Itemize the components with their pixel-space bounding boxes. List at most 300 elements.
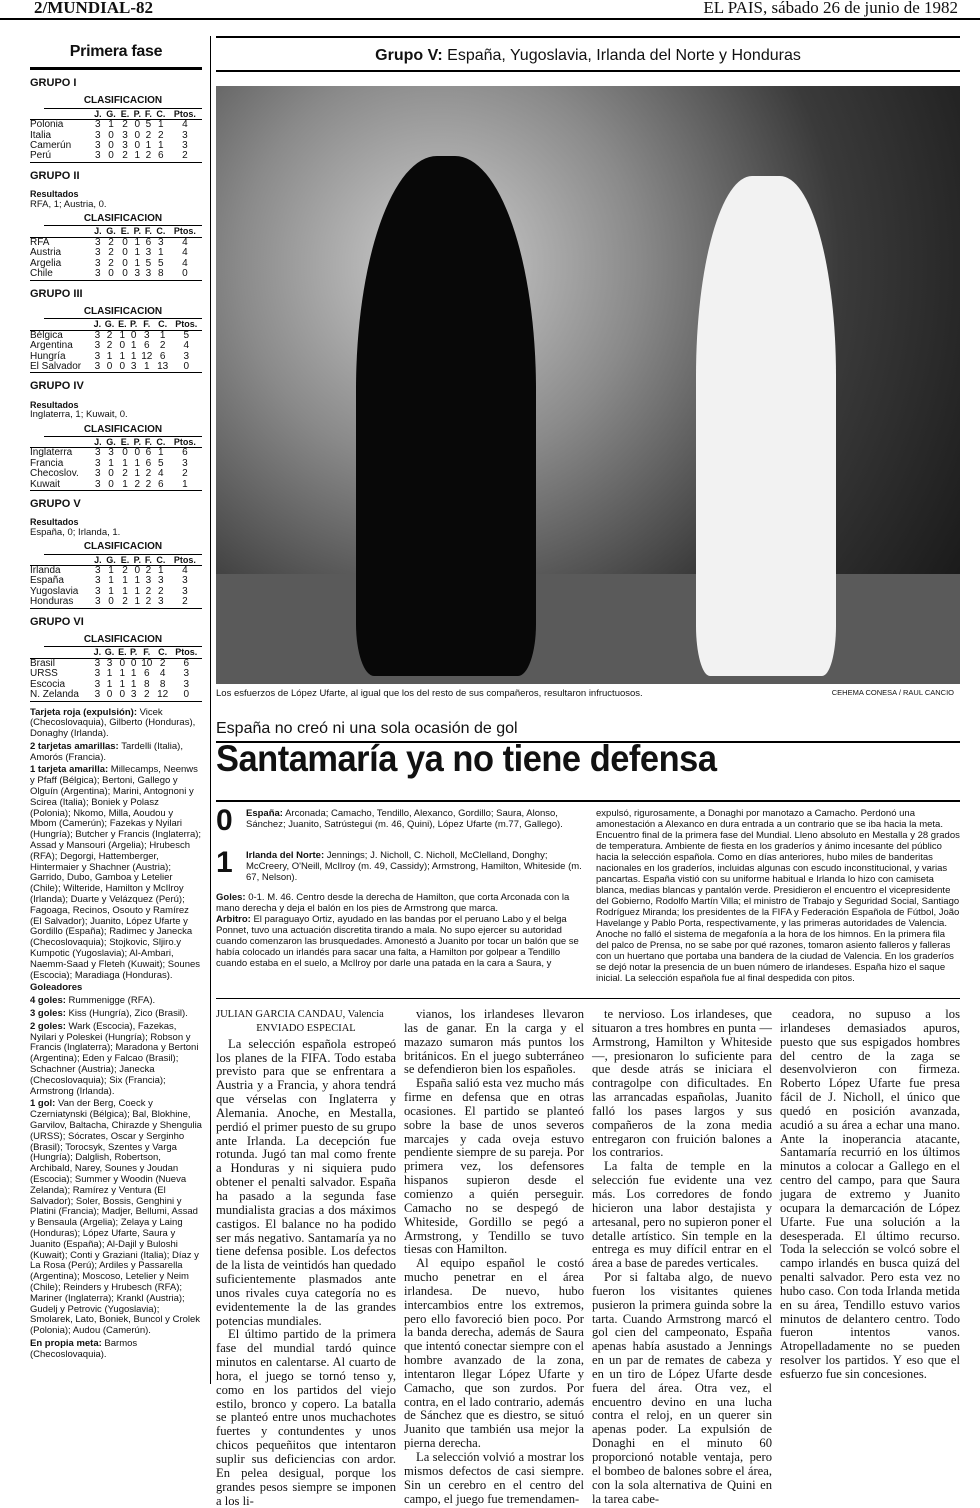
standings-header-row [30, 319, 202, 330]
stat-cell: 0 [134, 565, 141, 577]
column-header: J. [92, 226, 104, 237]
standings-header-row [30, 647, 202, 658]
team-name: Chile [30, 269, 92, 280]
stat-cell: 1 [106, 668, 113, 680]
stat-cell: 3 [95, 565, 101, 577]
column-header: Ptos. [171, 647, 202, 658]
group-result: Inglaterra, 1; Kuwait, 0. [30, 409, 128, 421]
stat-cell: 0 [108, 468, 114, 480]
stat-cell: 0 [134, 119, 141, 131]
stat-cell: 4 [158, 468, 164, 480]
team-name: Inglaterra [30, 447, 73, 459]
team-name: Irlanda [30, 565, 61, 577]
classification-label: CLASIFICACION [44, 635, 202, 647]
table-row [30, 690, 202, 701]
stat-cell: 3 [95, 257, 101, 269]
stat-cell: 0 [118, 269, 131, 280]
stat-cell: 1 [122, 585, 128, 597]
stat-cell: 0 [122, 236, 128, 248]
standings-table [30, 437, 202, 491]
body-paragraph: Por si faltaba algo, de nuevo fueron los visitantes quienes pusieron la primera guinda sobre la tarta. Cuando Armstrong marcó el gol cien del campeonato, España apenas había asustado a Jennings en un par de remates de cabeza y en un tiro de López Ufarte desde fuera del área. Otra vez, el encuentro devino en una lucha contra el reloj, en un querer sin apenas poder. La expulsión de Donaghi en el minuto 60 proporcionó notable ventaja, pero el bombeo de balones sobre el área, con la sola alternativa de Quini en la tarea cabe- [592, 1270, 772, 1506]
column-header: J. [93, 319, 102, 330]
stat-cell: 2 [168, 151, 202, 162]
column-header: G. [104, 555, 119, 566]
stat-cell: 3 [95, 457, 101, 469]
body-column-4 [780, 1008, 960, 1423]
body-paragraph: El último partido de la primera fase del mundial tardó quince minutos en calentarse. Al cuarto de hora, el juego se tornó tenso y, como en los partidos del viejo estilo, bronco y copero. La batalla se planteó entre unos muchachotes fuertes y contundentes y unos chicos pequeñitos que intentaron suplir sus deficiencias con ardor. En pelea desigual, porque los grandes pesos siempre se imponen a los li- [216, 1327, 396, 1508]
stat-cell: 3 [144, 329, 150, 341]
stat-cell: 6 [154, 480, 168, 491]
stat-cell: 2 [145, 585, 152, 597]
table-row [30, 269, 202, 280]
note-item [30, 1022, 202, 1098]
stat-cell: 1 [134, 585, 141, 597]
team-name: Brasil [30, 657, 56, 669]
note-item [30, 996, 202, 1007]
group-block [30, 617, 202, 702]
header-blank [30, 555, 92, 566]
stat-cell: 1 [158, 140, 164, 152]
stat-cell: 2 [108, 257, 114, 269]
column-header: Ptos. [168, 555, 202, 566]
stat-cell: 12 [155, 690, 171, 701]
body-paragraph: te nervioso. Los irlandeses, que situaron a tres hombres en punta —Armstrong, Hamilton y Whiteside—, presionaron lo suficiente para que desde atrás se iniciara el contragolpe con dificultades. En las arrancadas españolas, Juanito falló los pases largos y sus compañeros de la zona media entregaron con fruición balones a los contrarios. [592, 1007, 772, 1160]
team-lineup: Arconada; Camacho, Tendillo, Alexanco, Gordillo; Saura, Alonso, Sánchez; Juanito, Satrústegui (m. 46, Quini), López Ufarte (m.77, Gallego). [246, 808, 563, 830]
column-header: Ptos. [168, 109, 202, 120]
stat-cell: 2 [122, 565, 128, 577]
stat-cell: 3 [95, 247, 101, 259]
column-header: F. [144, 554, 152, 565]
stat-cell: 3 [94, 678, 101, 690]
table-row [30, 259, 202, 269]
stat-cell: 0 [119, 340, 126, 352]
stat-cell: 6 [145, 447, 152, 459]
stat-cell: 3 [92, 690, 103, 701]
column-header: C. [154, 437, 168, 448]
stat-cell: 4 [183, 340, 190, 352]
score-ireland: 1 [216, 846, 233, 879]
group-block [30, 78, 202, 163]
classification-label: CLASIFICACION [44, 214, 202, 226]
stat-cell: 2 [108, 236, 114, 248]
stat-cell: 2 [118, 151, 131, 162]
team-name: Camerún [30, 140, 72, 152]
stat-cell: 3 [183, 668, 190, 680]
stat-cell: 2 [145, 565, 152, 577]
body-paragraph: ceadora, no supuso a los irlandeses demasiados apuros, puesto que sus espigados hombres del centro de la zaga se desenvolvieron con firmeza. Roberto López Ufarte fue presa fácil de J. Nicholl, el único que quedó en posición avanzada, acudió a su área a echar una mano. Ante la inoperancia atacante, Santamaría recurrió en los últimos minutos a colocar a Gallego en el centro del campo, para que Saura jugara de extremo y Juanito ocupara la demarcación de López Ufarte. Fue una solución a la desesperada. El último recurso. Toda la selección se volcó sobre el campo irlandés en busca quizá del penalti salvador. Pero esta vez no hubo caso. Con toda Irlanda metida en su área, Tendillo estuvo varios minutos de delantero centro. Todo fueron intentos vanos. Atropelladamente no se pueden resolver los partidos. Y eso que el esfuerzo fue sin concesiones. [780, 1007, 960, 1381]
stat-cell: 1 [108, 565, 114, 577]
stat-cell: 1 [134, 257, 141, 269]
stat-cell: 3 [145, 575, 152, 587]
stat-cell: 1 [108, 119, 114, 131]
team-name: Argelia [30, 257, 62, 269]
stat-cell: 3 [183, 678, 190, 690]
table-row [30, 141, 202, 151]
stat-cell: 2 [106, 340, 113, 352]
stat-cell: 3 [92, 597, 104, 608]
stat-cell: 3 [182, 140, 188, 152]
stat-cell: 1 [130, 350, 137, 362]
team-name: Polonia [30, 119, 64, 131]
stat-cell: 2 [143, 480, 154, 491]
stat-cell: 1 [119, 329, 126, 341]
team-label: Irlanda del Norte: [246, 850, 325, 861]
column-header: P. [132, 109, 143, 120]
stat-cell: 1 [134, 468, 141, 480]
standings-header-row [30, 109, 202, 120]
standings-sidebar [30, 35, 202, 1385]
column-header: C. [154, 226, 168, 237]
table-row [30, 151, 202, 162]
team-name: URSS [30, 668, 58, 680]
stat-cell: 5 [158, 457, 164, 469]
stat-cell: 3 [183, 350, 190, 362]
column-header: E. [118, 319, 127, 330]
stat-cell: 0 [130, 329, 137, 341]
classification-label: CLASIFICACION [44, 307, 202, 319]
column-header: F. [144, 226, 152, 237]
photo-player-light [696, 176, 836, 676]
stat-cell: 4 [182, 247, 188, 259]
stat-cell: 0 [122, 257, 128, 269]
group-name: GRUPO VI [30, 615, 84, 628]
score-spain: 0 [216, 804, 233, 837]
table-row [30, 362, 202, 373]
column-header: E. [118, 226, 131, 237]
note-text: Barmos (Checoslovaquia). [30, 1337, 138, 1360]
stat-cell: 3 [94, 350, 101, 362]
column-header: C. [155, 647, 171, 658]
standings-table [30, 647, 202, 701]
stat-cell: 3 [92, 362, 103, 373]
stat-cell: 3 [95, 585, 101, 597]
note-item [30, 1099, 202, 1337]
note-item [30, 742, 202, 764]
byline-role: ENVIADO ESPECIAL [256, 1022, 356, 1034]
stat-cell: 2 [168, 597, 202, 608]
table-row [30, 480, 202, 491]
stat-cell: 2 [159, 657, 166, 669]
stat-cell: 3 [95, 236, 101, 248]
note-heading: Tarjeta roja (expulsión): [30, 706, 137, 718]
stat-cell: 0 [104, 597, 119, 608]
column-header: J. [92, 437, 104, 448]
team-name: España [30, 575, 64, 587]
column-header: P. [132, 437, 143, 448]
header-blank [30, 647, 92, 658]
stat-cell: 4 [182, 236, 188, 248]
stat-cell: 3 [122, 140, 128, 152]
stat-cell: 1 [106, 678, 113, 690]
stat-cell: 3 [182, 457, 188, 469]
classification-label: CLASIFICACION [44, 542, 202, 554]
stat-cell: 6 [145, 236, 152, 248]
stat-cell: 2 [122, 468, 128, 480]
stat-cell: 8 [159, 678, 166, 690]
stat-cell: 3 [182, 575, 188, 587]
column-header: C. [155, 319, 171, 330]
stat-cell: 2 [182, 468, 188, 480]
note-text: Rummenigge (RFA). [65, 995, 156, 1007]
stat-cell: 6 [159, 350, 166, 362]
group-teams: España, Yugoslavia, Irlanda del Norte y Honduras [442, 47, 801, 64]
stat-cell: 3 [143, 269, 154, 280]
stat-cell: 0 [171, 690, 202, 701]
group-block [30, 381, 202, 491]
note-item [30, 708, 202, 740]
stat-cell: 1 [158, 119, 164, 131]
table-row [30, 120, 202, 131]
stat-cell: 0 [104, 151, 119, 162]
results-label: Resultados [30, 189, 79, 200]
stat-cell: 1 [106, 350, 113, 362]
goals-label: Goles: [216, 892, 246, 903]
body-paragraph: España salió esta vez mucho más firme en defensa que en otras ocasiones. El partido se planteó sobre la base de unos severos marcajes y cada oveja estuvo pendiente siempre de su pareja. Por primera vez, los defensores hispanos supieron desde el comienzo a quién perseguir. Camacho no se despegó de Whiteside, Gordillo se pegó a Armstrong, y Tendillo se tuvo tiesas con Hamilton. [404, 1076, 584, 1257]
stat-cell: 3 [94, 340, 101, 352]
stat-cell: 12 [141, 350, 153, 362]
stat-cell: 0 [168, 269, 202, 280]
stat-cell: 3 [132, 269, 143, 280]
stat-cell: 2 [122, 119, 128, 131]
byline: JULIAN GARCIA CANDAU, Valencia [216, 1009, 384, 1020]
stat-cell: 0 [103, 362, 117, 373]
stat-cell: 2 [143, 597, 154, 608]
referee-line [216, 914, 586, 969]
stat-cell: 3 [94, 329, 101, 341]
stat-cell: 0 [104, 269, 119, 280]
note-item [30, 765, 202, 981]
body-column-3 [592, 1007, 772, 1506]
group-name: GRUPO I [30, 77, 77, 89]
team-name: N. Zelanda [30, 690, 92, 701]
stat-cell: 3 [92, 480, 104, 491]
stat-cell: 4 [182, 565, 188, 577]
stat-cell: 1 [118, 480, 131, 491]
photo-credit: CEHEMA CONESA / RAUL CANCIO [831, 688, 954, 697]
column-header: J. [92, 555, 104, 566]
group-block [30, 289, 202, 374]
stat-cell: 6 [183, 657, 190, 669]
stat-cell: 3 [95, 575, 101, 587]
note-heading: En propia meta: [30, 1337, 102, 1349]
column-header: Ptos. [168, 226, 202, 237]
stat-cell: 1 [139, 362, 155, 373]
stat-cell: 2 [145, 468, 152, 480]
stat-cell: 1 [108, 575, 114, 587]
column-header: F. [144, 436, 152, 447]
column-header: G. [104, 437, 119, 448]
stat-cell: 2 [145, 129, 152, 141]
group-block [30, 171, 202, 281]
stat-cell: 1 [132, 597, 143, 608]
column-header: J. [93, 647, 102, 658]
group-name: GRUPO III [30, 287, 83, 300]
team-name: Hungría [30, 350, 66, 362]
body-paragraph: vianos, los irlandeses llevaron las de ganar. En la carga y el mazazo sumaron más puntos los británicos. En el juego subterráneo se defendieron bien los españoles. [404, 1007, 584, 1077]
stat-cell: 3 [94, 668, 101, 680]
stat-cell: 0 [134, 140, 141, 152]
stat-cell: 2 [143, 151, 154, 162]
stat-cell: 1 [134, 457, 141, 469]
stat-cell: 2 [108, 247, 114, 259]
team-name: Honduras [30, 597, 92, 608]
stat-cell: 0 [171, 362, 202, 373]
classification-label: CLASIFICACION [44, 425, 202, 437]
stat-cell: 0 [134, 447, 141, 459]
stat-cell: 2 [132, 480, 143, 491]
standings-table [30, 226, 202, 280]
body-paragraph: Al equipo español le costó mucho penetrar en el área irlandesa. De nuevo, hubo intercambios entre los extremos, pero ello favoreció bien poco. Por la banda derecha, además de Saura que intentó conectar siempre con el hombre avanzado de la zona, intentaron llegar López Ufarte y Camacho, que son zurdos. Por contra, en el lado contrario, además de Sánchez que es diestro, se situó Juanito que también usa mejor la pierna derecha. [404, 1256, 584, 1451]
stat-cell: 1 [130, 668, 137, 680]
group-name: GRUPO II [30, 169, 80, 182]
group-result: RFA, 1; Austria, 0. [30, 198, 107, 210]
stat-cell: 1 [119, 350, 126, 362]
stat-cell: 6 [144, 668, 150, 680]
table-row [30, 597, 202, 608]
team-name: El Salvador [30, 362, 92, 373]
stat-cell: 3 [95, 447, 101, 459]
stat-cell: 1 [134, 236, 141, 248]
stat-cell: 1 [158, 565, 164, 577]
header-blank [30, 319, 92, 330]
sidebar-notes [30, 708, 202, 1361]
note-text: Vicek (Checoslovaquia), Gilberto (Honduras), Donaghy (Irlanda). [30, 706, 196, 740]
stat-cell: 2 [118, 597, 131, 608]
stat-cell: 13 [155, 362, 171, 373]
column-header: G. [104, 109, 119, 120]
stat-cell: 0 [108, 129, 114, 141]
match-sheet-left [216, 804, 586, 969]
stat-cell: 1 [122, 575, 128, 587]
stat-cell: 1 [119, 678, 126, 690]
stat-cell: 1 [158, 247, 164, 259]
body-column-2 [404, 1007, 584, 1506]
stat-cell: 3 [158, 575, 164, 587]
stat-cell: 6 [154, 151, 168, 162]
page-header [0, 0, 980, 20]
stat-cell: 3 [95, 468, 101, 480]
team-name: Austria [30, 247, 62, 259]
sidebar-title: Primera fase [30, 35, 202, 70]
team-label: España: [246, 808, 283, 819]
results-label: Resultados [30, 517, 79, 528]
stat-cell: 0 [116, 362, 128, 373]
team-name: Perú [30, 151, 92, 162]
standings-header-row [30, 226, 202, 237]
stat-cell: 1 [130, 340, 137, 352]
stat-cell: 0 [116, 690, 128, 701]
stat-cell: 0 [130, 657, 137, 669]
stat-cell: 5 [183, 329, 190, 341]
team-name: Escocia [30, 678, 66, 690]
column-header: P. [129, 647, 138, 658]
stat-cell: 1 [159, 329, 166, 341]
stat-cell: 3 [182, 585, 188, 597]
note-heading: 2 goles: [30, 1020, 66, 1032]
team-name: Argentina [30, 340, 73, 352]
stat-cell: 1 [108, 457, 114, 469]
team-name: Kuwait [30, 480, 92, 491]
group-banner [216, 36, 960, 72]
standings-table [30, 319, 202, 373]
stat-cell: 5 [145, 119, 152, 131]
body-paragraph: La falta de temple en la selección fue evidente una vez más. Los corredores de fondo hicieron una labor destajista y artesanal, pero no supieron poner el detalle artístico. Sin temple en la entrega es muy difícil entrar en el área a base de paredes verticales. [592, 1159, 772, 1271]
stat-cell: 1 [145, 140, 152, 152]
stat-cell: 3 [182, 129, 188, 141]
column-header: P. [132, 555, 143, 566]
stat-cell: 2 [106, 329, 113, 341]
note-heading: 2 tarjetas amarillas: [30, 740, 119, 752]
column-header: C. [154, 109, 168, 120]
stat-cell: 8 [154, 269, 168, 280]
stat-cell: 3 [158, 236, 164, 248]
column-header: G. [103, 647, 117, 658]
stat-cell: 2 [158, 585, 164, 597]
column-header: F. [139, 647, 155, 658]
stat-cell: 1 [132, 151, 143, 162]
classification-label: CLASIFICACION [44, 96, 202, 108]
stat-cell: 3 [94, 657, 101, 669]
group-result: España, 0; Irlanda, 1. [30, 526, 121, 538]
note-heading: 1 gol: [30, 1098, 56, 1110]
match-sheet-right: expulsó, rigurosamente, a Donaghi por manotazo a Camacho. Perdonó una amonestación a Alexanco en dura entrada a un contrario que se iba hacia la meta. Encuentro final de la primera fase del Mundial. Lleno absoluto en Mestalla y 28 grados de temperatura. Ambiente de fiesta en los graderíos y ánimo incesante del público hacia la selección española. Como en días anteriores, hubo miles de banderitas nacionales en los graderíos, incluidas algunas con escudo inconstitucional, y varias pancartas. España vistió con su uniforme habitual e Irlanda lo hizo con camiseta blanca, medias blancas y pantalón verde. Presidieron el encuentro el vicepresidente del Gobierno, Rodolfo Martín Villa; el ministro de Trabajo y Seguridad Social, Santiago Rodríguez Miranda; los presidentes de la FIFA y Federación Española de Fútbol, João Havelange y Pablo Porta, respectivamente, y las primeras autoridades de Valencia. Anoche no falló el sistema de megafonía a la hora de los himnos. En la primera fila del palco de Prensa, no se sabe por qué razones, tomaron asiento falleros y falleras con un huertano que portaba una bandera de la ciudad de Valencia. En los graderíos se dejó notar la presencia de un buen número de irlandeses. España hizo el saque inicial. La selección española fue al final despedida con pitos. [596, 808, 960, 984]
stat-cell: 4 [182, 119, 188, 131]
stat-cell: 3 [154, 597, 168, 608]
column-header: Ptos. [168, 437, 202, 448]
stat-cell: 3 [95, 119, 101, 131]
note-item [30, 1339, 202, 1361]
stat-cell: 3 [122, 129, 128, 141]
note-item [30, 1009, 202, 1020]
stat-cell: 4 [159, 668, 166, 680]
stat-cell: 3 [92, 269, 104, 280]
standings-table [30, 555, 202, 609]
body-column-1 [216, 1008, 396, 1508]
stat-cell: 6 [144, 340, 150, 352]
standings-table [30, 109, 202, 163]
column-header: E. [118, 437, 131, 448]
column-header: E. [118, 109, 131, 120]
team-name: Checoslov. [30, 468, 79, 480]
stat-cell: 3 [108, 447, 114, 459]
stat-cell: 1 [108, 585, 114, 597]
header-blank [30, 109, 92, 120]
stat-cell: 5 [158, 257, 164, 269]
stat-cell: 3 [95, 129, 101, 141]
stat-cell: 3 [128, 690, 138, 701]
team-lineup: Jennings; J. Nicholl, C. Nicholl, McClelland, Donghy; McCreery, O'Neill, McIlroy (m. 49, Cassidy); Armstrong, Hamilton, Whiteside (m. 67, Nelson). [246, 850, 582, 883]
goals-line [216, 892, 586, 914]
note-heading: 4 goles: [30, 995, 66, 1007]
stat-cell: 8 [144, 678, 150, 690]
column-header: G. [103, 319, 117, 330]
note-text: Tardelli (Italia), Amorós (Francia). [30, 740, 183, 763]
stat-cell: 6 [145, 457, 152, 469]
column-header: Ptos. [171, 319, 202, 330]
stat-cell: 1 [168, 480, 202, 491]
stat-cell: 1 [119, 668, 126, 680]
stat-cell: 0 [108, 140, 114, 152]
note-text: Wark (Escocia), Fazekas, Nyilari y Poleskei (Hungría); Robson y Francis (Inglaterra); Maradona y Bertoni (Argentina); Eden y Falcao (Brasil); Schachner (Austria); Janecka (Checoslovaquia); Six (Francia); Armstrong (Irlanda). [30, 1020, 199, 1097]
stat-cell: 0 [103, 690, 117, 701]
section-label: 2/MUNDIAL-82 [34, 0, 153, 17]
table-row [30, 341, 202, 351]
main-article [216, 36, 960, 1508]
column-header: C. [154, 555, 168, 566]
column-header: G. [104, 226, 119, 237]
column-header: E. [118, 647, 127, 658]
team-name: RFA [30, 236, 50, 248]
